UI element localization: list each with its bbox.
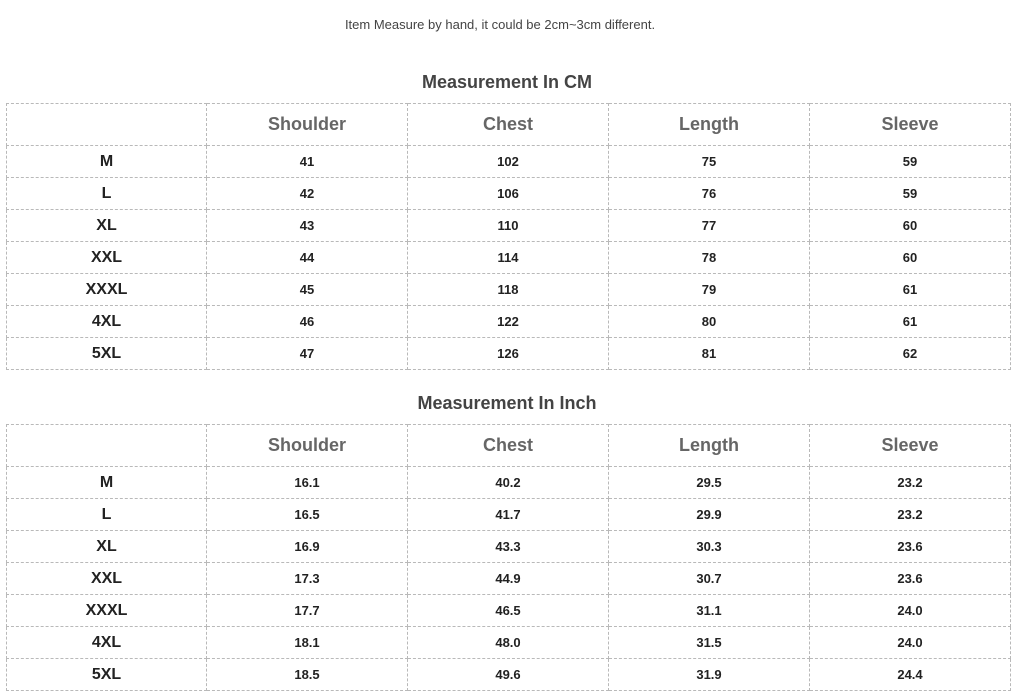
chest-value: 106	[408, 178, 609, 210]
size-label: M	[7, 146, 207, 178]
length-value: 77	[609, 210, 810, 242]
shoulder-value: 17.3	[207, 563, 408, 595]
shoulder-value: 44	[207, 242, 408, 274]
sleeve-value: 23.2	[810, 499, 1011, 531]
chest-value: 110	[408, 210, 609, 242]
sleeve-value: 24.0	[810, 627, 1011, 659]
sleeve-value: 62	[810, 338, 1011, 370]
size-label: M	[7, 467, 207, 499]
length-value: 78	[609, 242, 810, 274]
length-value: 79	[609, 274, 810, 306]
column-header-length: Length	[609, 104, 810, 146]
length-value: 30.7	[609, 563, 810, 595]
measurement-note: Item Measure by hand, it could be 2cm~3cm different.	[344, 17, 656, 32]
header-size-cell	[7, 425, 207, 467]
cm-size-table	[6, 103, 1011, 370]
table-row	[7, 338, 1011, 370]
sleeve-value: 23.6	[810, 531, 1011, 563]
size-label: 5XL	[7, 659, 207, 691]
sleeve-value: 24.0	[810, 595, 1011, 627]
length-value: 31.5	[609, 627, 810, 659]
column-header-chest: Chest	[408, 425, 609, 467]
size-label: 5XL	[7, 338, 207, 370]
chest-value: 43.3	[408, 531, 609, 563]
sleeve-value: 24.4	[810, 659, 1011, 691]
size-label: 4XL	[7, 306, 207, 338]
column-header-shoulder: Shoulder	[207, 425, 408, 467]
shoulder-value: 17.7	[207, 595, 408, 627]
table-row	[7, 274, 1011, 306]
shoulder-value: 45	[207, 274, 408, 306]
table-header-row	[7, 425, 1011, 467]
chest-value: 102	[408, 146, 609, 178]
size-label: L	[7, 178, 207, 210]
shoulder-value: 42	[207, 178, 408, 210]
sleeve-value: 61	[810, 274, 1011, 306]
shoulder-value: 18.1	[207, 627, 408, 659]
cm-table-title: Measurement In CM	[421, 72, 593, 92]
inch-size-table	[6, 424, 1011, 691]
length-value: 75	[609, 146, 810, 178]
sleeve-value: 60	[810, 242, 1011, 274]
shoulder-value: 16.5	[207, 499, 408, 531]
shoulder-value: 16.1	[207, 467, 408, 499]
chest-value: 49.6	[408, 659, 609, 691]
column-header-sleeve: Sleeve	[810, 104, 1011, 146]
chest-value: 41.7	[408, 499, 609, 531]
length-value: 76	[609, 178, 810, 210]
size-label: XXL	[7, 563, 207, 595]
shoulder-value: 43	[207, 210, 408, 242]
table-row	[7, 210, 1011, 242]
table-row	[7, 178, 1011, 210]
sleeve-value: 23.6	[810, 563, 1011, 595]
table-row	[7, 146, 1011, 178]
chest-value: 114	[408, 242, 609, 274]
chest-value: 46.5	[408, 595, 609, 627]
column-header-shoulder: Shoulder	[207, 104, 408, 146]
table-row	[7, 531, 1011, 563]
table-row	[7, 242, 1011, 274]
chest-value: 126	[408, 338, 609, 370]
length-value: 80	[609, 306, 810, 338]
length-value: 81	[609, 338, 810, 370]
shoulder-value: 46	[207, 306, 408, 338]
sleeve-value: 23.2	[810, 467, 1011, 499]
sleeve-value: 59	[810, 146, 1011, 178]
length-value: 31.1	[609, 595, 810, 627]
length-value: 29.5	[609, 467, 810, 499]
chest-value: 122	[408, 306, 609, 338]
sleeve-value: 61	[810, 306, 1011, 338]
size-label: XL	[7, 531, 207, 563]
table-row	[7, 659, 1011, 691]
length-value: 30.3	[609, 531, 810, 563]
sleeve-value: 60	[810, 210, 1011, 242]
size-label: L	[7, 499, 207, 531]
column-header-length: Length	[609, 425, 810, 467]
chest-value: 48.0	[408, 627, 609, 659]
size-label: XXL	[7, 242, 207, 274]
shoulder-value: 16.9	[207, 531, 408, 563]
size-label: XXXL	[7, 274, 207, 306]
table-row	[7, 467, 1011, 499]
shoulder-value: 18.5	[207, 659, 408, 691]
shoulder-value: 41	[207, 146, 408, 178]
sleeve-value: 59	[810, 178, 1011, 210]
table-row	[7, 306, 1011, 338]
column-header-chest: Chest	[408, 104, 609, 146]
chest-value: 118	[408, 274, 609, 306]
table-row	[7, 595, 1011, 627]
table-row	[7, 499, 1011, 531]
table-row	[7, 627, 1011, 659]
table-header-row	[7, 104, 1011, 146]
size-label: 4XL	[7, 627, 207, 659]
length-value: 31.9	[609, 659, 810, 691]
table-row	[7, 563, 1011, 595]
chest-value: 44.9	[408, 563, 609, 595]
header-size-cell	[7, 104, 207, 146]
length-value: 29.9	[609, 499, 810, 531]
shoulder-value: 47	[207, 338, 408, 370]
size-label: XXXL	[7, 595, 207, 627]
inch-table-title: Measurement In Inch	[417, 393, 597, 413]
chest-value: 40.2	[408, 467, 609, 499]
size-label: XL	[7, 210, 207, 242]
column-header-sleeve: Sleeve	[810, 425, 1011, 467]
